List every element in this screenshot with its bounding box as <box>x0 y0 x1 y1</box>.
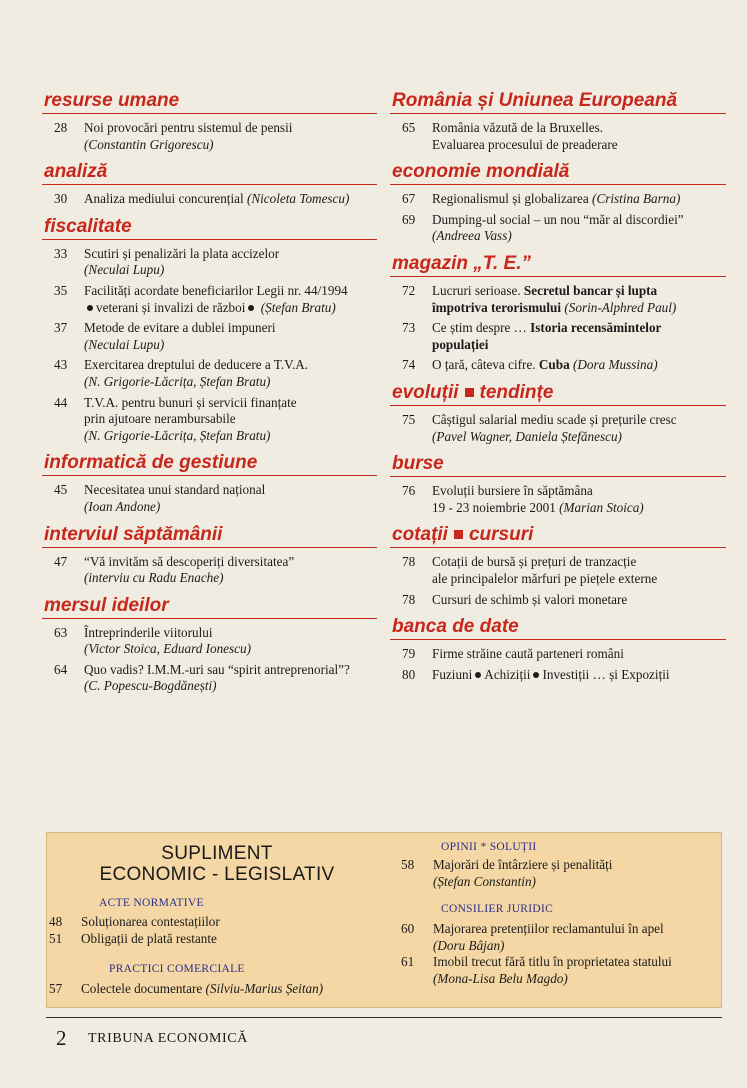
supplement-right <box>399 833 719 988</box>
section-heading: resurse umane <box>42 88 377 114</box>
article-author: (Victor Stoica, Eduard Ionescu) <box>84 641 251 657</box>
article-title: Lucruri serioase. <box>432 282 521 298</box>
supplement-title-line2: ECONOMIC - LEGISLATIV <box>99 864 335 885</box>
page-number: 63 <box>54 624 68 640</box>
article-title-line2: împotriva terorismului <box>432 299 562 315</box>
article-author: (Andreea Vass) <box>432 228 512 244</box>
article-author: (Marian Stoica) <box>559 499 644 515</box>
page-footer <box>46 1017 722 1050</box>
toc-entry[interactable] <box>42 395 377 445</box>
page-number: 47 <box>54 553 68 569</box>
section-burse <box>390 451 726 516</box>
page-number: 80 <box>402 666 416 682</box>
section-economie-mondiala <box>390 159 726 245</box>
toc-entry[interactable] <box>42 120 377 153</box>
article-title: România văzută de la Bruxelles. <box>432 120 604 135</box>
toc-entry[interactable] <box>399 954 719 987</box>
article-title-line2: 19 - 23 noiembrie 2001 <box>432 499 556 515</box>
section-heading: interviul săptămânii <box>42 522 377 548</box>
article-title: Fuziuni <box>432 666 473 682</box>
article-title: Regionalismul și globalizarea <box>432 191 589 207</box>
article-title: Exercitarea dreptului de deducere a T.V.A. <box>84 357 309 373</box>
page-number: 76 <box>402 483 416 499</box>
article-author: (Neculai Lupu) <box>84 336 165 352</box>
article-title-bold: Cuba <box>538 357 570 373</box>
right-column <box>390 88 726 687</box>
page-number: 72 <box>402 282 416 298</box>
supplement-box <box>46 832 722 1008</box>
toc-entry[interactable] <box>390 412 726 445</box>
article-title: Scutiri și penalizări la plata accizelor <box>84 245 280 261</box>
article-author: (Dora Mussina) <box>573 357 658 373</box>
page-number: 37 <box>54 320 68 336</box>
page-number: 65 <box>402 120 416 135</box>
supplement-category: PRACTICI COMERCIALE <box>109 963 245 976</box>
toc-entry[interactable] <box>47 914 387 931</box>
section-analiza <box>42 159 377 208</box>
toc-entry[interactable] <box>42 554 377 587</box>
page-number: 60 <box>401 921 415 937</box>
page-number: 78 <box>402 591 416 607</box>
section-interviul-saptamanii <box>42 522 377 587</box>
toc-entry[interactable] <box>399 921 719 954</box>
heading-part-a: cotații <box>392 524 448 546</box>
toc-entry[interactable] <box>390 120 726 153</box>
section-romania-ue <box>390 88 726 153</box>
article-title: Facilități acordate beneficiarilor Legii nr. 44/1994 <box>84 282 348 298</box>
article-title: Majorări de întârziere și penalități <box>433 857 613 872</box>
page-number: 75 <box>402 411 416 427</box>
section-heading: informatică de gestiune <box>42 450 377 476</box>
bullet-icon <box>248 305 254 311</box>
article-title-line2: ale principalelor mărfuri pe piețele externe <box>432 570 658 586</box>
article-title-line2: veterani și invalizi de război <box>96 299 246 315</box>
article-title-part2: Achiziții <box>484 666 531 682</box>
article-title: Imobil trecut fără titlu în proprietatea statului <box>433 954 672 970</box>
article-author: (Silviu-Marius Șeitan) <box>205 981 324 997</box>
article-title-line2: Evaluarea procesului de preaderare <box>432 136 618 152</box>
bullet-icon <box>533 672 539 678</box>
toc-entry[interactable] <box>390 320 726 353</box>
toc-entry[interactable] <box>390 191 726 208</box>
article-title-line2: prin ajutoare nerambursabile <box>84 411 236 427</box>
article-author: (Pavel Wagner, Daniela Ștefănescu) <box>432 428 622 444</box>
article-title: Colectele documentare <box>81 981 203 997</box>
page-number: 57 <box>49 981 63 997</box>
article-title: Evoluții bursiere în săptămâna <box>432 483 593 499</box>
page-number: 30 <box>54 191 68 207</box>
article-author: (N. Grigorie-Lăcrița, Ștefan Bratu) <box>84 427 271 443</box>
section-resurse-umane <box>42 88 377 153</box>
toc-entry[interactable] <box>390 554 726 587</box>
article-title: Noi provocări pentru sistemul de pensii <box>84 120 293 135</box>
article-author: (interviu cu Radu Enache) <box>84 570 224 586</box>
toc-entry[interactable] <box>42 320 377 353</box>
page-number: 45 <box>54 482 68 498</box>
article-title: Obligații de plată restante <box>81 930 217 946</box>
page-number: 35 <box>54 282 68 298</box>
article-author: (C. Popescu-Bogdănești) <box>84 678 217 694</box>
page-number: 44 <box>54 394 68 410</box>
section-banca-de-date <box>390 614 726 683</box>
heading-part-b: cursuri <box>468 524 534 546</box>
article-title: O țară, câteva cifre. <box>432 357 536 373</box>
toc-entry[interactable] <box>390 592 726 609</box>
section-heading: analiză <box>42 159 377 185</box>
heading-part-a: evoluții <box>392 381 459 403</box>
article-title: Quo vadis? I.M.M.-uri sau “spirit antreprenorial”? <box>84 661 350 677</box>
page-number: 69 <box>402 211 416 227</box>
article-title: Soluționarea contestațiilor <box>81 914 220 929</box>
page-number: 61 <box>401 954 415 970</box>
toc-entry[interactable] <box>47 931 387 948</box>
toc-entry[interactable] <box>42 662 377 695</box>
toc-entry[interactable] <box>390 357 726 374</box>
article-title-part3: Investiții … și Expoziții <box>542 666 670 682</box>
article-author: (Cristina Barna) <box>592 191 681 207</box>
supplement-category: CONSILIER JURIDIC <box>441 903 554 916</box>
section-mersul-ideilor <box>42 593 377 695</box>
article-title: Firme străine caută parteneri români <box>432 646 624 662</box>
section-heading: burse <box>390 451 726 477</box>
article-title: Cotații de bursă și prețuri de tranzacție <box>432 554 637 570</box>
supplement-title-line1: SUPLIMENT <box>161 843 273 864</box>
page-number: 64 <box>54 661 68 677</box>
section-fiscalitate <box>42 214 377 445</box>
section-cotatii-cursuri <box>390 522 726 608</box>
article-title: Cursuri de schimb și valori monetare <box>432 591 628 607</box>
article-title: Ce știm despre … <box>432 320 527 336</box>
square-bullet-icon <box>465 388 474 397</box>
supplement-left <box>47 833 387 998</box>
page-number: 78 <box>402 554 416 570</box>
article-title: Majorarea pretențiilor reclamantului în apel <box>433 921 664 937</box>
section-heading: economie mondială <box>390 159 726 185</box>
section-informatica-de-gestiune <box>42 450 377 515</box>
article-author: (Mona-Lisa Belu Magdo) <box>433 970 568 986</box>
toc-entry[interactable] <box>42 283 377 316</box>
toc-entry[interactable] <box>390 646 726 663</box>
article-author: (Nicoleta Tomescu) <box>246 191 350 207</box>
article-author: (Constantin Grigorescu) <box>84 136 214 152</box>
page-number: 48 <box>49 914 63 929</box>
toc-entry[interactable] <box>42 246 377 279</box>
supplement-title <box>47 843 387 885</box>
article-title: Întreprinderile viitorului <box>84 624 213 640</box>
article-author: (Neculai Lupu) <box>84 262 165 278</box>
section-heading: magazin „T. E.” <box>390 251 726 277</box>
toc-entry[interactable] <box>399 857 719 890</box>
page-number: 43 <box>54 357 68 373</box>
page-number: 33 <box>54 245 68 261</box>
page-number: 73 <box>402 320 416 336</box>
toc-entry[interactable] <box>42 191 377 208</box>
toc-entry[interactable] <box>42 357 377 390</box>
section-evolutii-tendinte <box>390 380 726 445</box>
supplement-category: ACTE NORMATIVE <box>99 897 204 909</box>
toc-entry[interactable] <box>390 283 726 316</box>
page-number: 74 <box>402 357 416 373</box>
square-bullet-icon <box>454 530 463 539</box>
left-column <box>42 88 377 699</box>
article-author: (Sorin-Alphred Paul) <box>564 299 677 315</box>
article-title: Metode de evitare a dublei impuneri <box>84 320 276 336</box>
toc-entry[interactable] <box>47 981 387 998</box>
toc-entry[interactable] <box>390 483 726 516</box>
article-title: T.V.A. pentru bunuri și servicii finanțate <box>84 394 297 410</box>
article-author: (N. Grigorie-Lăcrița, Ștefan Bratu) <box>84 373 271 389</box>
bullet-icon <box>475 672 481 678</box>
article-title-bold: Istoria recensămintelor <box>530 320 662 336</box>
toc-entry[interactable] <box>42 482 377 515</box>
page-number: 51 <box>49 930 63 946</box>
article-author: (Ștefan Constantin) <box>433 873 536 889</box>
toc-entry[interactable] <box>390 212 726 245</box>
article-author: (Ioan Andone) <box>84 498 161 514</box>
article-author: (Ștefan Bratu) <box>260 299 336 315</box>
page-number-footer: 2 <box>56 1026 67 1050</box>
bullet-icon <box>87 305 93 311</box>
page-number: 58 <box>401 857 415 872</box>
toc-entry[interactable] <box>390 667 726 684</box>
section-heading: România și Uniunea Europeană <box>390 88 726 114</box>
section-heading: mersul ideilor <box>42 593 377 619</box>
article-title: Necesitatea unui standard național <box>84 482 266 498</box>
page-number: 28 <box>54 120 68 135</box>
article-title: Analiza mediului concurențial <box>84 191 244 207</box>
article-title: Câștigul salarial mediu scade și prețurile cresc <box>432 411 677 427</box>
article-title-line2: populației <box>432 336 489 352</box>
section-heading: fiscalitate <box>42 214 377 240</box>
supplement-category: OPINII * SOLUȚII <box>441 841 537 853</box>
section-heading: banca de date <box>390 614 726 640</box>
article-title-bold: Secretul bancar și lupta <box>523 282 658 298</box>
article-title: Dumping-ul social – un nou “măr al discordiei” <box>432 211 684 227</box>
publication-name: TRIBUNA ECONOMICĂ <box>88 1031 248 1046</box>
page-number: 67 <box>402 191 416 207</box>
section-heading <box>390 380 726 406</box>
section-heading <box>390 522 726 548</box>
section-magazin-te <box>390 251 726 374</box>
heading-part-b: tendințe <box>479 381 554 403</box>
page-number: 79 <box>402 646 416 662</box>
toc-entry[interactable] <box>42 625 377 658</box>
article-title: “Vă invităm să descoperiți diversitatea” <box>84 553 295 569</box>
article-author: (Doru Bâjan) <box>433 937 505 953</box>
